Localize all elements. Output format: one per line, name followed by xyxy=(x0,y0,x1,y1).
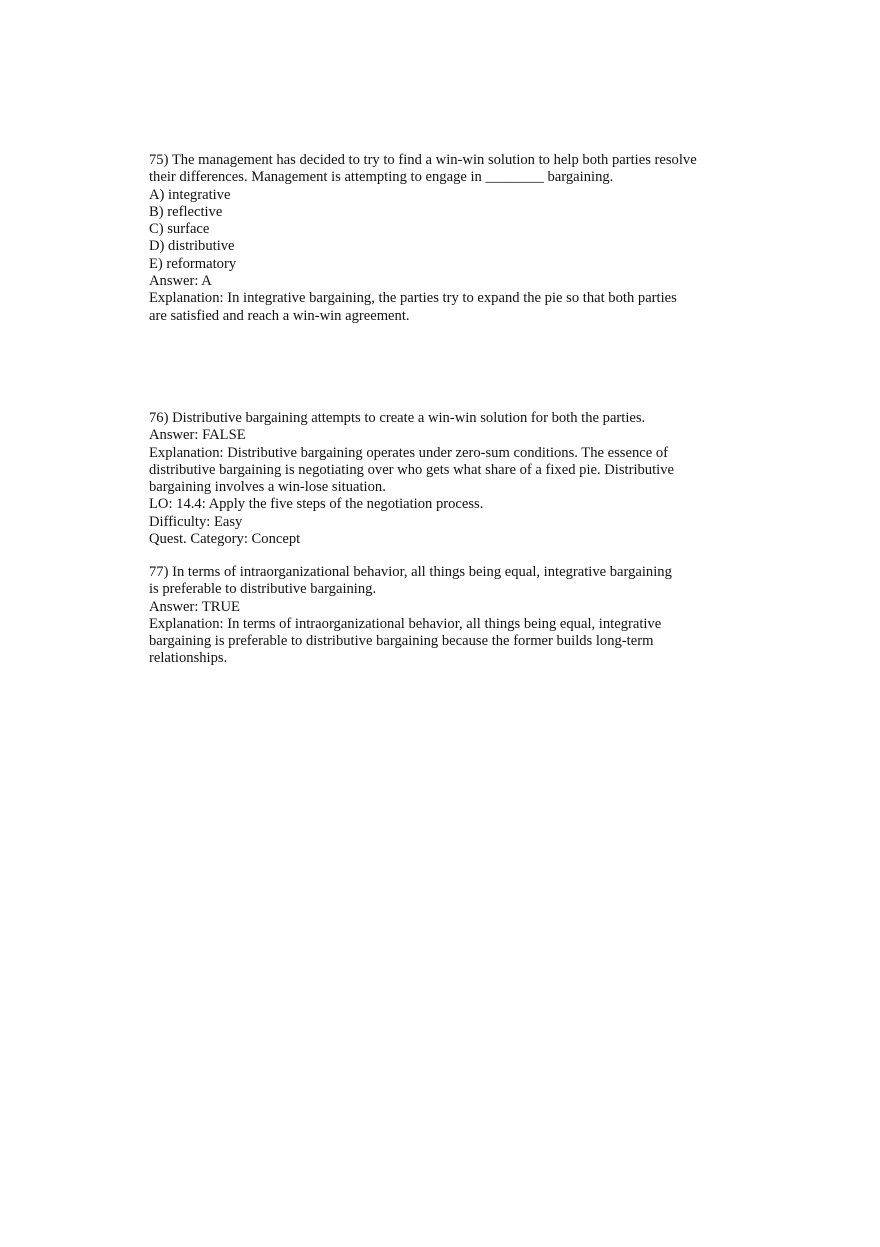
question-75-answer: Answer: A xyxy=(149,273,212,290)
question-77-stem-line-2: is preferable to distributive bargaining. xyxy=(149,581,377,598)
question-77 xyxy=(149,564,749,668)
question-76-answer: Answer: FALSE xyxy=(149,427,246,444)
question-76 xyxy=(149,410,749,548)
question-77-answer: Answer: TRUE xyxy=(149,598,240,615)
question-76-stem: 76) Distributive bargaining attempts to create a win-win solution for both the parties. xyxy=(149,410,646,426)
question-76-explanation-line-2: distributive bargaining is negotiating over who gets what share of a fixed pie. Distributive xyxy=(149,461,674,478)
question-75-explanation-line-1: Explanation: In integrative bargaining, the parties try to expand the pie so that both parties xyxy=(149,290,677,307)
question-75-option-b: B) reflective xyxy=(149,203,223,220)
question-77-explanation-line-1: Explanation: In terms of intraorganizational behavior, all things being equal, integrative xyxy=(149,615,662,632)
question-75-option-e: E) reformatory xyxy=(149,255,237,272)
question-75-option-a: A) integrative xyxy=(149,186,231,203)
question-77-stem-line-1: 77) In terms of intraorganizational behavior, all things being equal, integrative bargaining xyxy=(149,564,672,580)
question-77-explanation-line-3: relationships. xyxy=(149,650,228,667)
question-76-difficulty: Difficulty: Easy xyxy=(149,513,243,530)
question-76-category: Quest. Category: Concept xyxy=(149,531,301,548)
question-76-learning-objective: LO: 14.4: Apply the five steps of the negotiation process. xyxy=(149,496,484,513)
question-75-stem-line-2: their differences. Management is attempting to engage in ________ bargaining. xyxy=(149,169,614,186)
question-76-explanation-line-1: Explanation: Distributive bargaining operates under zero-sum conditions. The essence of xyxy=(149,444,669,461)
question-75-option-c: C) surface xyxy=(149,221,210,238)
question-76-explanation-line-3: bargaining involves a win-lose situation. xyxy=(149,479,386,496)
question-75-explanation-line-2: are satisfied and reach a win-win agreement. xyxy=(149,307,410,324)
question-77-explanation-line-2: bargaining is preferable to distributive bargaining because the former builds long-term xyxy=(149,633,654,650)
question-75-stem-line-1: 75) The management has decided to try to find a win-win solution to help both parties resolve xyxy=(149,152,697,168)
question-75 xyxy=(149,152,749,325)
question-75-option-d: D) distributive xyxy=(149,238,235,255)
